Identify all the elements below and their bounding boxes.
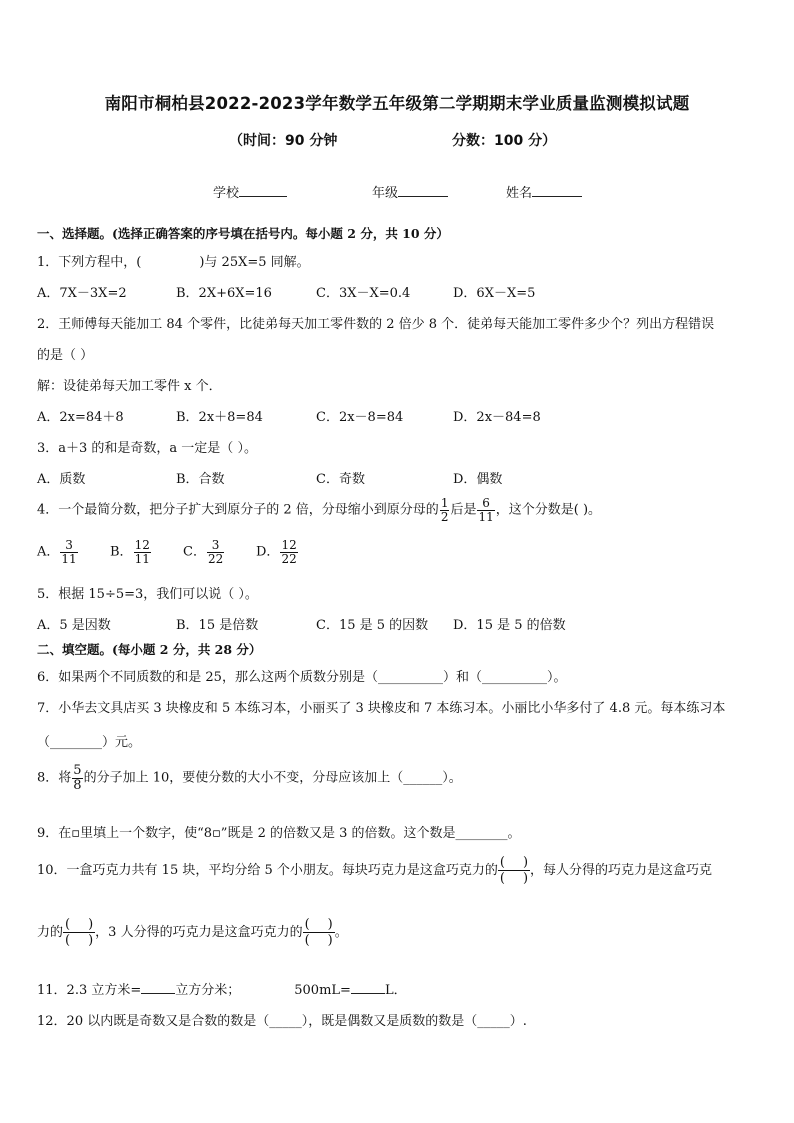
q3-option-c[interactable]: C．奇数 [316, 472, 365, 487]
q1-stem-b: )与 25X=5 同解。 [199, 255, 310, 270]
q8-den: 8 [73, 777, 82, 793]
q11-blank-2[interactable] [351, 981, 385, 994]
q12-text: 12．20 以内既是奇数又是合数的数是（_____），既是偶数又是质数的数是（_____）. [37, 1014, 527, 1029]
q1-option-d[interactable]: D．6X－X=5 [453, 286, 536, 301]
q10-b: ，每人分得的巧克力是这盒巧克 [530, 863, 713, 878]
q10-line1 [37, 855, 712, 886]
school-field[interactable] [213, 182, 287, 201]
q2-stem-line1: 2．王师傅每天能加工 84 个零件，比徒弟每天加工零件数的 2 倍少 8 个．徒弟每天能加工零件多少个？列出方程错误 [37, 317, 715, 332]
q4-b-den: 11 [134, 551, 150, 566]
q10-a: 10．一盒巧克力共有 15 块，平均分给 5 个小朋友。每块巧克力是这盒巧克力的 [37, 863, 498, 878]
q10-f1-den-l: ( [499, 871, 505, 886]
q2-solve: 解：设徒弟每天加工零件 x 个． [37, 379, 222, 394]
q4-c-den: 22 [207, 551, 224, 566]
section-1-heading: 一、选择题。(选择正确答案的序号填在括号内。每小题 2 分，共 10 分） [37, 226, 449, 241]
q10-f3-den-l: ( [304, 933, 310, 948]
q4-d-num: 12 [281, 538, 297, 552]
q1-stem-a: 1．下列方程中，( [37, 255, 142, 270]
q10-d: ，3 人分得的巧克力是这盒巧克力的 [95, 925, 303, 940]
q4-d-den: 22 [281, 551, 297, 566]
q7-line1: 7．小华去文具店买 3 块橡皮和 5 本练习本，小丽买了 3 块橡皮和 7 本练习本。小丽比小华多付了 4.8 元。每本练习本 [37, 701, 726, 716]
q3-option-b[interactable]: B．合数 [176, 472, 225, 487]
q2-option-a[interactable]: A．2x=84＋8 [37, 410, 124, 425]
q4-fraction-half [440, 497, 450, 523]
grade-label: 年级 [372, 186, 399, 201]
q1-option-b[interactable]: B．2X+6X=16 [176, 286, 272, 301]
q10-blank-fraction-3[interactable] [303, 917, 335, 948]
q11-a: 11．2.3 立方米= [37, 983, 142, 998]
q10-f3-den-r: ) [327, 933, 333, 948]
q8-num: 5 [73, 763, 82, 778]
q9-text: 9．在▫里填上一个数字，使“8▫”既是 2 的倍数又是 3 的倍数。这个数是________。 [37, 826, 521, 841]
q2-option-c[interactable]: C．2x－8=84 [316, 410, 404, 425]
page-title: 南阳市桐柏县2022-2023学年数学五年级第二学期期末学业质量监测模拟试题 [104, 94, 690, 113]
q2-option-b[interactable]: B．2x＋8=84 [176, 410, 263, 425]
q8-fraction [72, 764, 82, 792]
q11-c: 500mL= [294, 983, 351, 998]
q10-f1-num-r: ) [522, 855, 529, 870]
section-2-heading: 二、填空题。(每小题 2 分，共 28 分） [37, 642, 262, 657]
q10-f3-num-r: ) [327, 917, 333, 932]
name-label: 姓名 [506, 186, 533, 201]
q4-stem-a: 4．一个最简分数，把分子扩大到原分子的 2 倍，分母缩小到原分母的 [37, 502, 439, 518]
q10-f2-num-l: ( [65, 917, 71, 932]
q5-option-d[interactable]: D．15 是 5 的倍数 [453, 618, 566, 633]
question-1 [37, 251, 310, 270]
q10-f1-den-r: ) [522, 871, 529, 886]
q4-a-num: 3 [65, 538, 73, 552]
q10-blank-fraction-1[interactable] [498, 855, 530, 886]
q4-option-a[interactable] [37, 539, 79, 565]
q10-f2-num-r: ) [88, 917, 94, 932]
school-label: 学校 [213, 186, 240, 201]
q8-a: 8．将 [37, 770, 72, 786]
q11-text [37, 979, 407, 998]
q4-stem-b: 后是 [450, 502, 477, 518]
q4-option-d-label: D． [256, 544, 280, 560]
q3-stem: 3．a＋3 的和是奇数，a 一定是（ ）。 [37, 441, 257, 456]
q4-f1-num: 1 [440, 496, 449, 510]
q4-c-num: 3 [211, 538, 220, 552]
q4-option-b[interactable] [110, 539, 152, 565]
q5-option-b[interactable]: B．15 是倍数 [176, 618, 259, 633]
q4-fraction-six-elevenths [477, 497, 494, 523]
q6-text: 6．如果两个不同质数的和是 25，那么这两个质数分别是（__________）和（__________）。 [37, 670, 567, 685]
q5-stem: 5．根据 15÷5=3，我们可以说（ ）。 [37, 587, 258, 602]
q4-f2-num: 6 [482, 496, 490, 510]
q10-f2-den-l: ( [65, 933, 71, 948]
q4-f1-den: 2 [440, 509, 449, 524]
q5-option-c[interactable]: C．15 是 5 的因数 [316, 618, 429, 633]
q4-stem-c: ，这个分数是( )。 [495, 502, 602, 518]
q2-stem-line2: 的是（ ） [37, 348, 94, 363]
name-field[interactable] [506, 182, 582, 201]
q11-blank-1[interactable] [141, 981, 175, 994]
q8-b: 的分子加上 10，要使分数的大小不变，分母应该加上（______）。 [83, 770, 462, 786]
q4-a-den: 11 [61, 551, 77, 566]
q4-stem [37, 497, 601, 523]
exam-time: （时间：90 分钟 [229, 133, 338, 149]
q7-line2: （________）元。 [37, 735, 142, 750]
q1-option-c[interactable]: C．3X－X=0.4 [316, 286, 411, 301]
q3-option-d[interactable]: D．偶数 [453, 472, 503, 487]
q10-line2 [37, 917, 348, 948]
q4-b-num: 12 [134, 538, 150, 552]
q10-f2-den-r: ) [88, 933, 94, 948]
q4-option-c[interactable] [183, 539, 225, 565]
q4-option-d[interactable] [256, 539, 299, 565]
q5-option-a[interactable]: A．5 是因数 [37, 618, 111, 633]
q10-f1-num-l: ( [499, 855, 505, 870]
q10-c: 力的 [37, 925, 64, 940]
q4-option-b-label: B． [110, 544, 133, 560]
q4-f2-den: 11 [478, 509, 494, 524]
q2-option-d[interactable]: D．2x－84=8 [453, 410, 541, 425]
q10-f3-num-l: ( [304, 917, 310, 932]
q10-e: 。 [334, 925, 348, 940]
q8-text [37, 764, 462, 792]
q10-blank-fraction-2[interactable] [63, 917, 95, 948]
q11-b: 立方分米； [175, 983, 241, 998]
q11-d: L． [384, 983, 407, 998]
q3-option-a[interactable]: A．质数 [37, 472, 86, 487]
q1-option-a[interactable]: A．7X－3X=2 [37, 286, 127, 301]
q4-option-a-label: A． [37, 544, 60, 560]
grade-field[interactable] [372, 182, 448, 201]
exam-score: 分数：100 分） [452, 133, 557, 149]
q4-option-c-label: C． [183, 544, 206, 560]
